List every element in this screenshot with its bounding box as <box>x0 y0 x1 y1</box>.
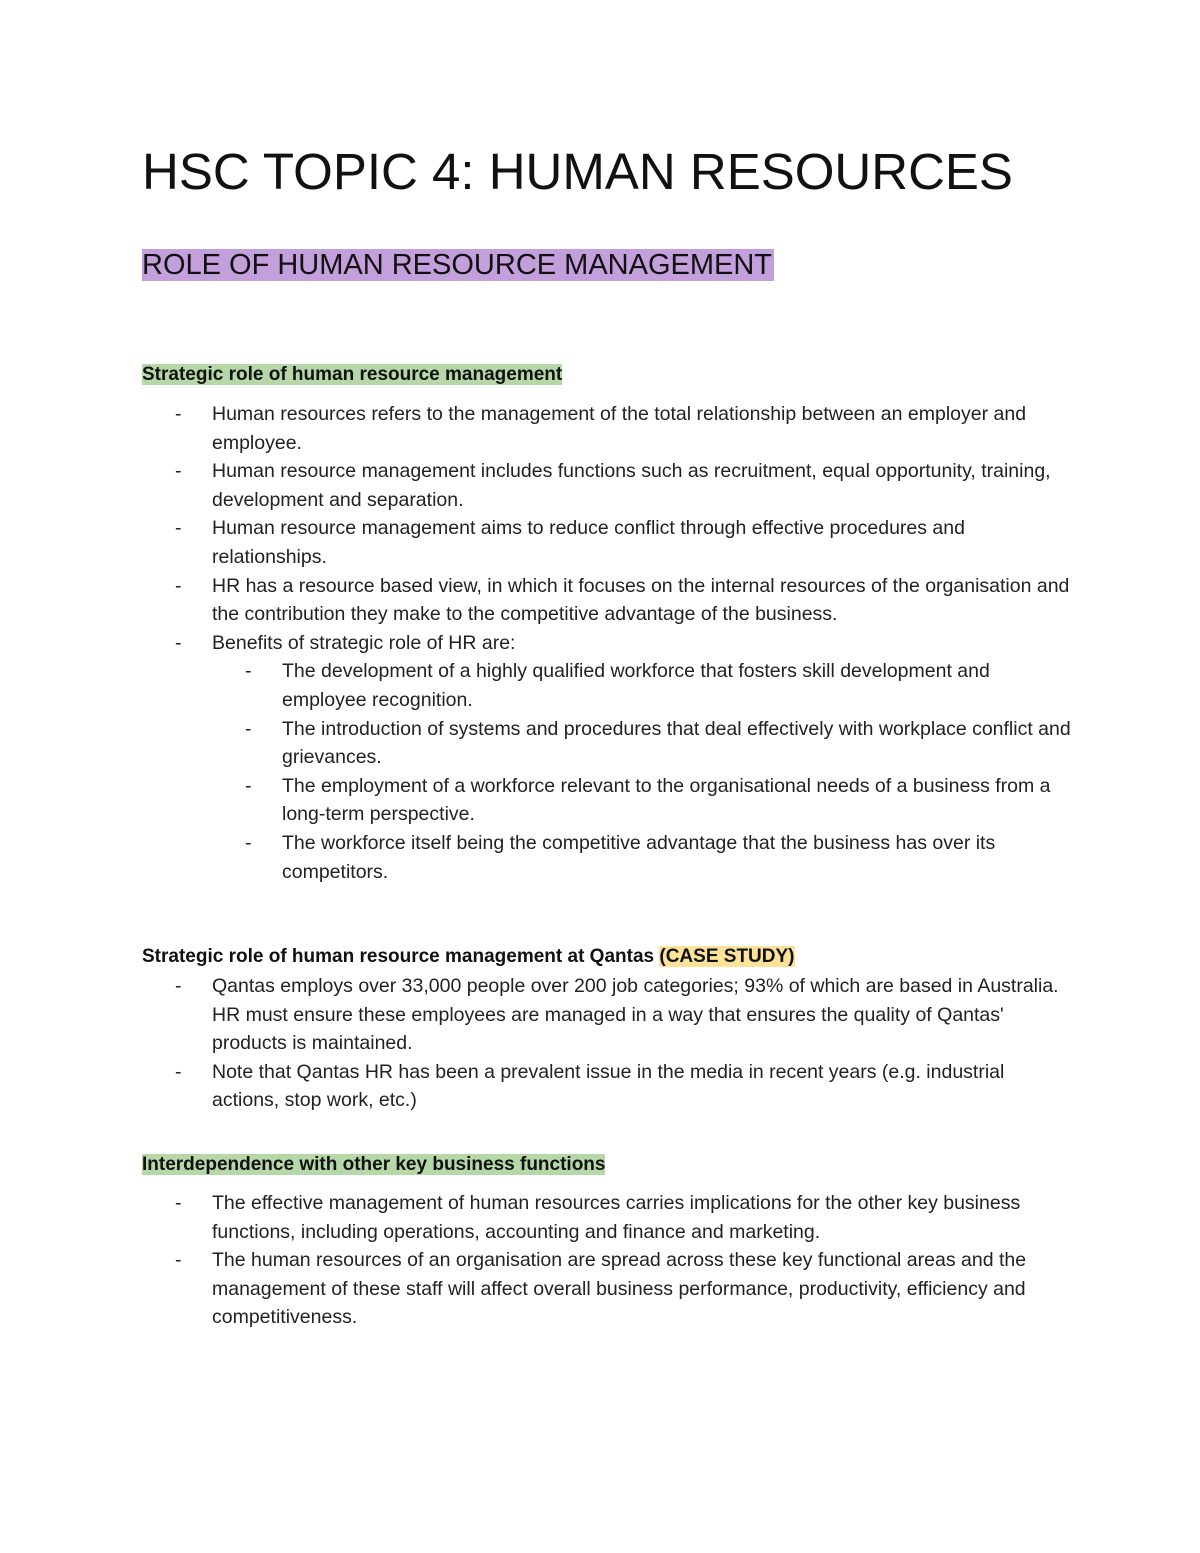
subheading-strategic-role <box>142 361 562 389</box>
section-heading-text: ROLE OF HUMAN RESOURCE MANAGEMENT <box>142 249 772 281</box>
subheading-strategic-role-text: Strategic role of human resource management <box>142 364 563 385</box>
subheading-qantas <box>142 943 795 971</box>
list-item: - The introduction of systems and procedures that deal effectively with workplace conflict and grievances. <box>212 715 1072 772</box>
qantas-list <box>142 972 1072 1115</box>
list-item: - The employment of a workforce relevant to the organisational needs of a business from a long-term perspective. <box>212 772 1072 829</box>
list-item: - Human resources refers to the management of the total relationship between an employer and employee. <box>142 400 1072 457</box>
subheading-interdependence <box>142 1151 605 1179</box>
subheading-qantas-text: Strategic role of human resource management at Qantas <box>142 946 655 967</box>
strategic-role-list <box>142 400 1072 886</box>
benefits-list <box>212 657 1072 886</box>
benefits-intro: Benefits of strategic role of HR are: <box>212 631 516 654</box>
list-item: - Note that Qantas HR has been a prevalent issue in the media in recent years (e.g. industrial actions, stop work, etc.) <box>142 1058 1072 1115</box>
list-item: - Human resource management includes functions such as recruitment, equal opportunity, training, development and separation. <box>142 457 1072 514</box>
list-item: - The workforce itself being the competitive advantage that the business has over its competitors. <box>212 829 1072 886</box>
interdependence-list <box>142 1189 1072 1332</box>
list-item: - The human resources of an organisation are spread across these key functional areas and the management of these staff will affect overall business performance, productivity, efficiency and competitiveness. <box>142 1246 1072 1332</box>
section-heading <box>142 247 774 283</box>
case-study-badge: (CASE STUDY) <box>659 946 795 967</box>
list-item: - The development of a highly qualified workforce that fosters skill development and employee recognition. <box>212 657 1072 714</box>
list-item-benefits <box>142 629 1072 886</box>
page-title: HSC TOPIC 4: HUMAN RESOURCES <box>142 143 1013 200</box>
subheading-interdependence-text: Interdependence with other key business functions <box>142 1154 606 1175</box>
list-item: - The effective management of human resources carries implications for the other key business functions, including operations, accounting and finance and marketing. <box>142 1189 1072 1246</box>
list-item: - HR has a resource based view, in which it focuses on the internal resources of the organisation and the contribution they make to the competitive advantage of the business. <box>142 572 1072 629</box>
list-item: - Human resource management aims to reduce conflict through effective procedures and relationships. <box>142 514 1072 571</box>
list-item: - Qantas employs over 33,000 people over 200 job categories; 93% of which are based in Australia. HR must ensure these employees are managed in a way that ensures the quality of Qantas' products is maintained. <box>142 972 1072 1058</box>
